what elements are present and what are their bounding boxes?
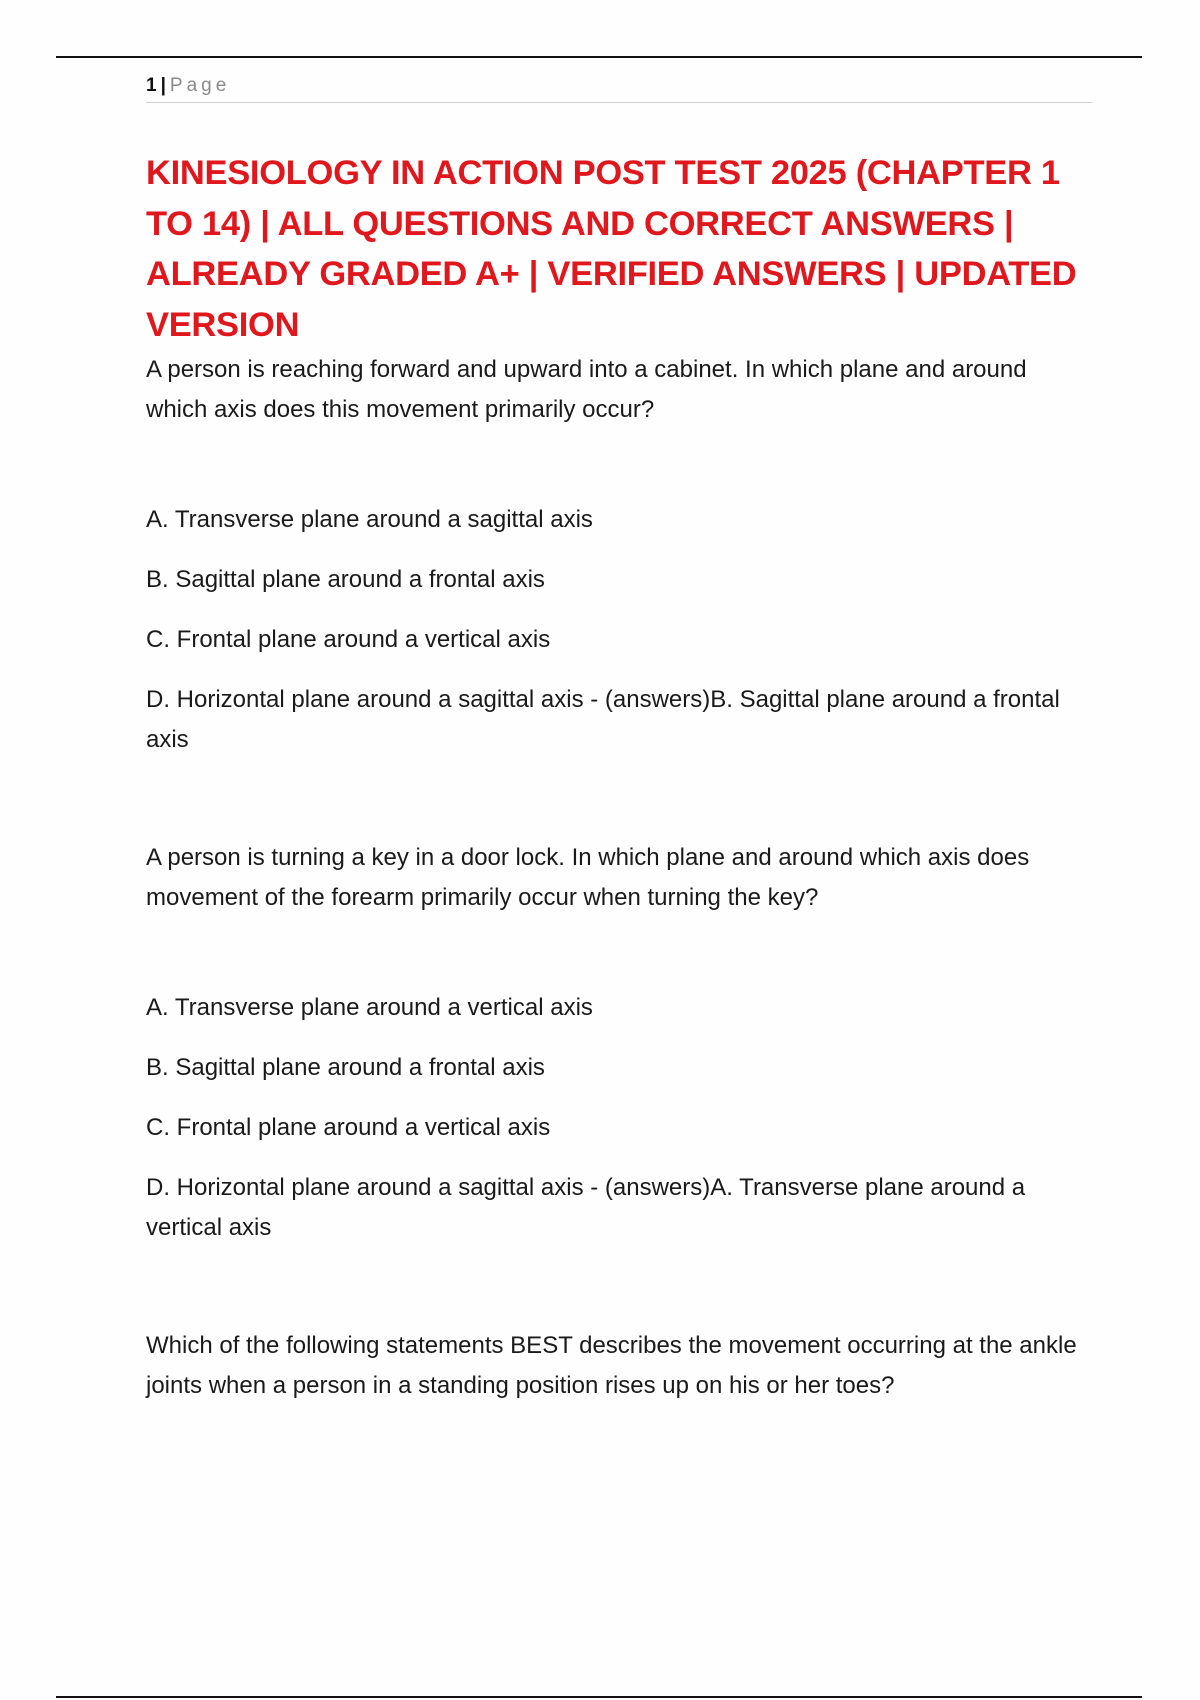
question-block <box>146 838 1086 1248</box>
question-text: A person is turning a key in a door lock. In which plane and around which axis does movement of the forearm primarily occur when turning the key? <box>146 844 1030 911</box>
page-separator: | <box>160 75 166 96</box>
document-title: KINESIOLOGY IN ACTION POST TEST 2025 (CHAPTER 1 TO 14) | ALL QUESTIONS AND CORRECT ANSWERS | ALREADY GRADED A+ | VERIFIED ANSWERS | UPDATED VERSION <box>146 154 1077 344</box>
question-block <box>146 1326 1086 1406</box>
answer-option: A. Transverse plane around a vertical axis <box>146 994 593 1021</box>
page-number: 1 <box>146 75 157 96</box>
answer-option: B. Sagittal plane around a frontal axis <box>146 1054 545 1081</box>
answer-option: C. Frontal plane around a vertical axis <box>146 1114 551 1141</box>
answer-option: A. Transverse plane around a sagittal axis <box>146 506 593 533</box>
page-header <box>146 74 1092 103</box>
answer-option: B. Sagittal plane around a frontal axis <box>146 566 545 593</box>
answer-options <box>146 988 1086 1248</box>
answer-options <box>146 500 1086 760</box>
question-text: A person is reaching forward and upward into a cabinet. In which plane and around which axis does this movement primarily occur? <box>146 356 1027 423</box>
footer-rule <box>56 1696 1142 1698</box>
document-body <box>146 148 1086 1406</box>
answer-option: C. Frontal plane around a vertical axis <box>146 626 551 653</box>
answer-option-with-answer: D. Horizontal plane around a sagittal axis - (answers)A. Transverse plane around a vertical axis <box>146 1174 1026 1241</box>
question-text: Which of the following statements BEST describes the movement occurring at the ankle joints when a person in a standing position rises up on his or her toes? <box>146 1332 1077 1399</box>
header-rule <box>56 56 1142 58</box>
answer-option-with-answer: D. Horizontal plane around a sagittal axis - (answers)B. Sagittal plane around a frontal axis <box>146 686 1060 753</box>
question-block <box>146 350 1086 760</box>
page-label: Page <box>169 75 231 96</box>
